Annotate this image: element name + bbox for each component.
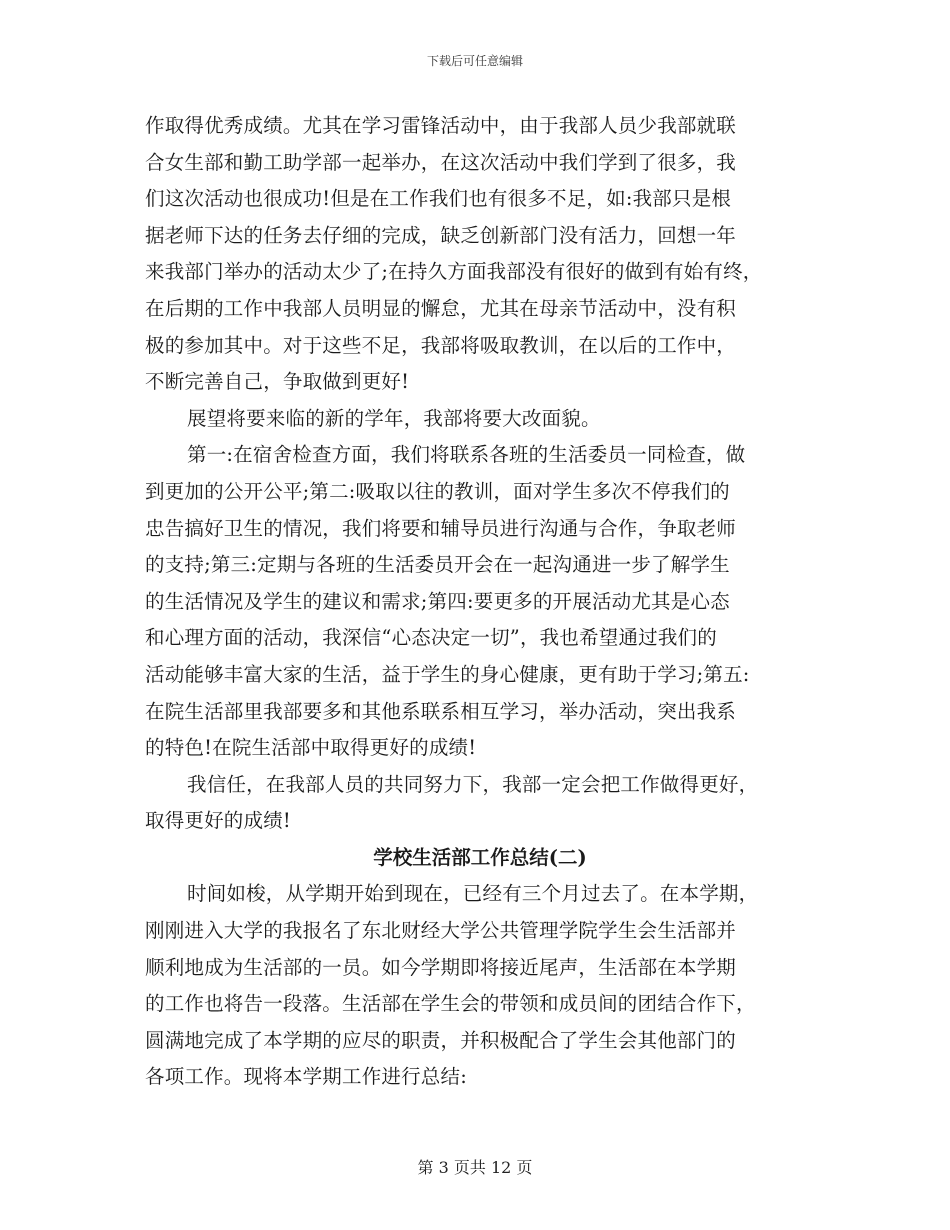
- paragraph-line: 时间如梭，从学期开始到现在，已经有三个月过去了。在本学期，: [187, 882, 759, 906]
- paragraph-line: 第一:在宿舍检查方面，我们将联系各班的生活委员一同检查，做: [187, 443, 746, 467]
- paragraph-line: 刚刚进入大学的我报名了东北财经大学公共管理学院学生会生活部并: [145, 919, 737, 943]
- paragraph-line: 到更加的公开公平;第二:吸取以往的教训，面对学生多次不停我们的: [145, 479, 730, 503]
- paragraph-line: 们这次活动也很成功!但是在工作我们也有很多不足，如:我部只是根: [145, 187, 732, 211]
- paragraph-line: 不断完善自己，争取做到更好!: [145, 370, 410, 394]
- document-body: [145, 108, 815, 1096]
- paragraph-line: 顺利地成为生活部的一员。如今学期即将接近尾声，生活部在本学期: [145, 955, 737, 979]
- paragraph-line: 取得更好的成绩!: [145, 809, 291, 833]
- paragraph-line: 在后期的工作中我部人员明显的懈怠，尤其在母亲节活动中，没有积: [145, 296, 737, 320]
- paragraph-line: 和心理方面的活动，我深信“心态决定一切”，我也希望通过我们的: [145, 626, 717, 650]
- paragraph-line: 活动能够丰富大家的生活，益于学生的身心健康，更有助于学习;第五:: [145, 662, 750, 686]
- page-footer: 第 3 页共 12 页: [417, 1158, 533, 1177]
- paragraph-line: 的工作也将告一段落。生活部在学生会的带领和成员间的团结合作下，: [145, 992, 756, 1016]
- paragraph-line: 据老师下达的任务去仔细的完成，缺乏创新部门没有活力，回想一年: [145, 223, 737, 247]
- paragraph-line: 作取得优秀成绩。尤其在学习雷锋活动中，由于我部人员少我部就联: [145, 114, 737, 137]
- paragraph-line: 各项工作。现将本学期工作进行总结:: [145, 1065, 467, 1089]
- paragraph-line: 合女生部和勤工助学部一起举办，在这次活动中我们学到了很多，我: [145, 150, 737, 174]
- page-header: 下载后可任意编辑: [426, 54, 523, 68]
- paragraph-line: 我信任，在我部人员的共同努力下，我部一定会把工作做得更好，: [187, 772, 759, 796]
- paragraph-line: 在院生活部里我部要多和其他系联系相互学习，举办活动，突出我系: [145, 699, 737, 723]
- section-title: 学校生活部工作总结(二): [373, 845, 587, 869]
- paragraph-line: 的支持;第三:定期与各班的生活委员开会在一起沟通进一步了解学生: [145, 553, 730, 577]
- paragraph-line: 极的参加其中。对于这些不足，我部将吸取教训，在以后的工作中，: [145, 333, 737, 357]
- paragraph-line: 圆满地完成了本学期的应尽的职责，并积极配合了学生会其他部门的: [145, 1028, 737, 1052]
- paragraph-line: 展望将要来临的新的学年，我部将要大改面貌。: [187, 406, 601, 430]
- paragraph-line: 的生活情况及学生的建议和需求;第四:要更多的开展活动尤其是心态: [145, 589, 730, 613]
- paragraph-line: 的特色!在院生活部中取得更好的成绩!: [145, 736, 477, 760]
- paragraph-line: 忠告搞好卫生的情况，我们将要和辅导员进行沟通与合作，争取老师: [145, 516, 737, 540]
- paragraph-line: 来我部门举办的活动太少了;在持久方面我部没有很好的做到有始有终，: [145, 260, 763, 284]
